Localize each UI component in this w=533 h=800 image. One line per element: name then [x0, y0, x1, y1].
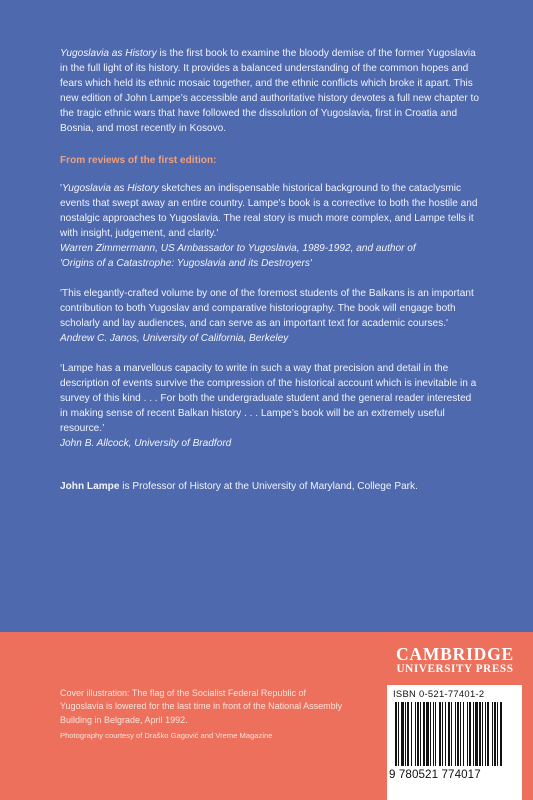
barcode-icon	[393, 702, 516, 768]
publisher-logo	[390, 645, 520, 676]
barcode-digits: 9 780521 774017	[389, 768, 481, 781]
review-quote: ‘Lampe has a marvellous capacity to write in such a way that precision and detail in the description of events survive the compression of the historical account which is inevitable in a survey of this kind . . . For both the undergraduate student and the general reader interested in making sense of recent Balkan history . . . Lampe’s book will be an extremely useful resource.’	[60, 363, 477, 434]
isbn-box	[387, 685, 522, 800]
caption-text: Cover illustration: The flag of the Socialist Federal Republic of Yugoslavia is lowered for the last time in front of the National Assembly Building in Belgrade, April 1992.	[60, 688, 343, 725]
review-2	[60, 286, 480, 346]
blurb-title: Yugoslavia as History	[60, 48, 157, 59]
review-3	[60, 361, 480, 451]
isbn-label: ISBN 0-521-77401-2	[393, 688, 485, 699]
reviews-heading: From reviews of the first edition:	[60, 155, 217, 166]
review-quote-title: Yugoslavia as History	[61, 183, 159, 194]
text-block	[60, 46, 480, 504]
review-attribution-book: 'Origins of a Catastrophe: Yugoslavia and its Destroyers'	[60, 258, 312, 269]
review-quote-text: sketches an indispensable historical background to the cataclysmic events that swept away an entire country. Lampe's book is a corrective to both the hostile and nostalgic approaches to Yugoslavia. The real story is much more complex, and Lampe tells it with insight, judgement, and clarity.'	[60, 183, 478, 239]
review-1	[60, 181, 480, 271]
publisher-subname: UNIVERSITY PRESS	[396, 663, 514, 675]
author-bio	[60, 479, 480, 494]
review-quote: 'This elegantly-crafted volume by one of the foremost students of the Balkans is an important contribution to both Yugoslav and comparative historiography. The book will engage both scholarly and lay audiences, and can serve as an important text for academic courses.'	[60, 288, 474, 329]
review-attribution: Andrew C. Janos, University of California, Berkeley	[60, 333, 289, 344]
review-attribution: Warren Zimmermann, US Ambassador to Yugoslavia, 1989-1992, and author of	[60, 243, 416, 254]
blurb-paragraph	[60, 46, 480, 136]
quote-open-mark: '	[60, 183, 62, 194]
author-name: John Lampe	[60, 481, 120, 492]
publisher-name: CAMBRIDGE	[395, 644, 515, 664]
review-attribution: John B. Allcock, University of Bradford	[60, 438, 232, 449]
review-quote	[60, 181, 480, 241]
photo-credit: Photography courtesy of Draško Gagović and Vreme Magazine	[60, 730, 273, 740]
author-bio-text: is Professor of History at the University of Maryland, College Park.	[119, 481, 418, 492]
cover-caption	[60, 687, 345, 742]
blurb-text: is the first book to examine the bloody demise of the former Yugoslavia in the full light of its history. It provides a balanced understanding of the common hopes and fears which held its ethnic mosaic together, and the ethnic conflicts which broke it apart. This new edition of John Lampe’s accessible and authoritative history devotes a full new chapter to the tragic ethnic wars that have followed the dissolution of Yugoslavia, first in Croatia and Bosnia, and most recently in Kosovo.	[60, 48, 479, 134]
lower-panel	[0, 632, 533, 800]
